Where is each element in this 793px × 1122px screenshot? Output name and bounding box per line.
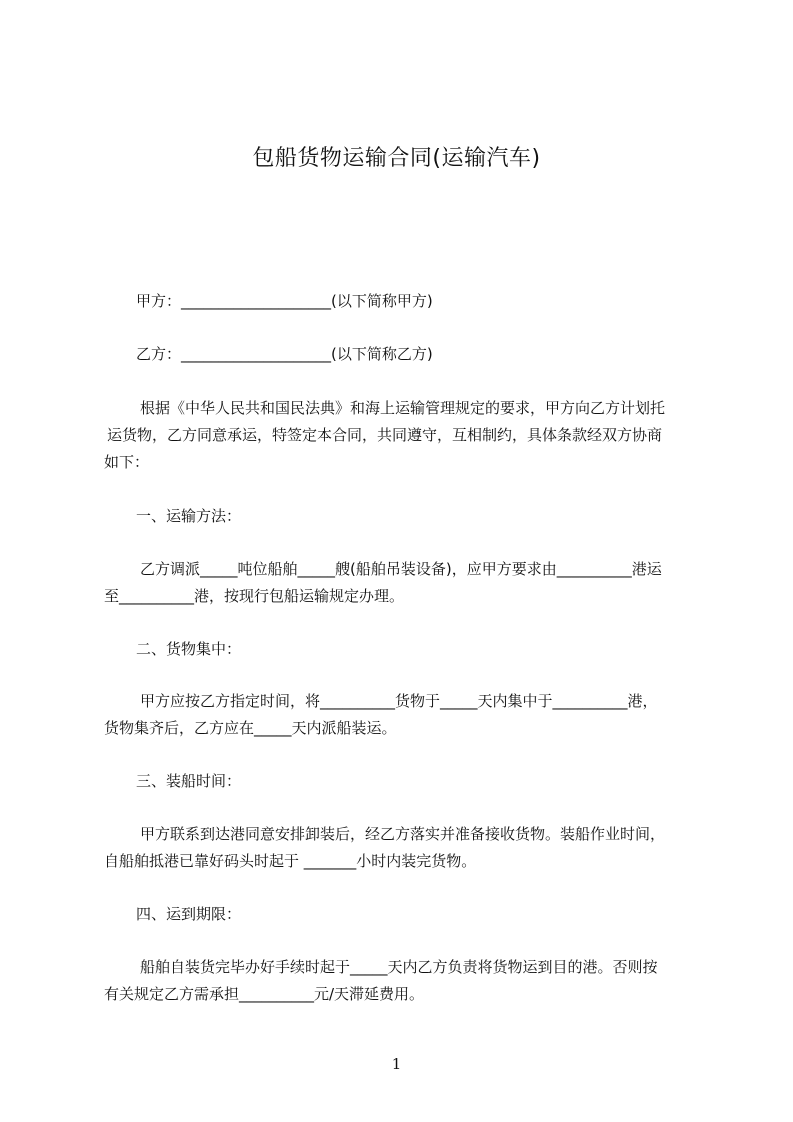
section-4-heading: 四、运到期限： <box>136 905 242 923</box>
document-title: 包船货物运输合同(运输汽车) <box>252 146 541 171</box>
section-4-line-1: 船舶自装货完毕办好手续时起于_____天内乙方负责将货物运到目的港。否则按 <box>140 958 658 976</box>
intro-paragraph-line-3: 如下： <box>104 453 150 471</box>
section-2-line-2: 货物集齐后，乙方应在_____天内派船装运。 <box>104 719 397 737</box>
section-2-heading: 二、货物集中： <box>136 640 242 658</box>
section-3-line-2: 自船舶抵港已靠好码头时起于 _______小时内装完货物。 <box>104 852 477 870</box>
intro-paragraph-line-2: 运货物，乙方同意承运，特签定本合同，共同遵守，互相制约，具体条款经双方协商 <box>107 426 663 444</box>
page-number: 1 <box>391 1055 402 1073</box>
section-1-heading: 一、运输方法： <box>136 507 242 525</box>
party-b-line: 乙方：____________________(以下简称乙方) <box>136 345 433 363</box>
section-3-heading: 三、装船时间： <box>136 772 242 790</box>
section-3-line-1: 甲方联系到达港同意安排卸装后，经乙方落实并准备接收货物。装船作业时间， <box>140 825 666 843</box>
section-1-line-2: 至__________港，按现行包船运输规定办理。 <box>104 587 405 605</box>
section-4-line-2: 有关规定乙方需承担__________元/天滞延费用。 <box>104 985 425 1003</box>
section-2-line-1: 甲方应按乙方指定时间，将__________货物于_____天内集中于__________港， <box>140 692 658 710</box>
intro-paragraph-line-1: 根据《中华人民共和国民法典》和海上运输管理规定的要求，甲方向乙方计划托 <box>140 399 666 417</box>
section-1-line-1: 乙方调派_____吨位船舶_____艘(船舶吊装设备)，应甲方要求由__________港运 <box>140 560 662 578</box>
party-a-line: 甲方：____________________(以下简称甲方) <box>136 292 433 310</box>
